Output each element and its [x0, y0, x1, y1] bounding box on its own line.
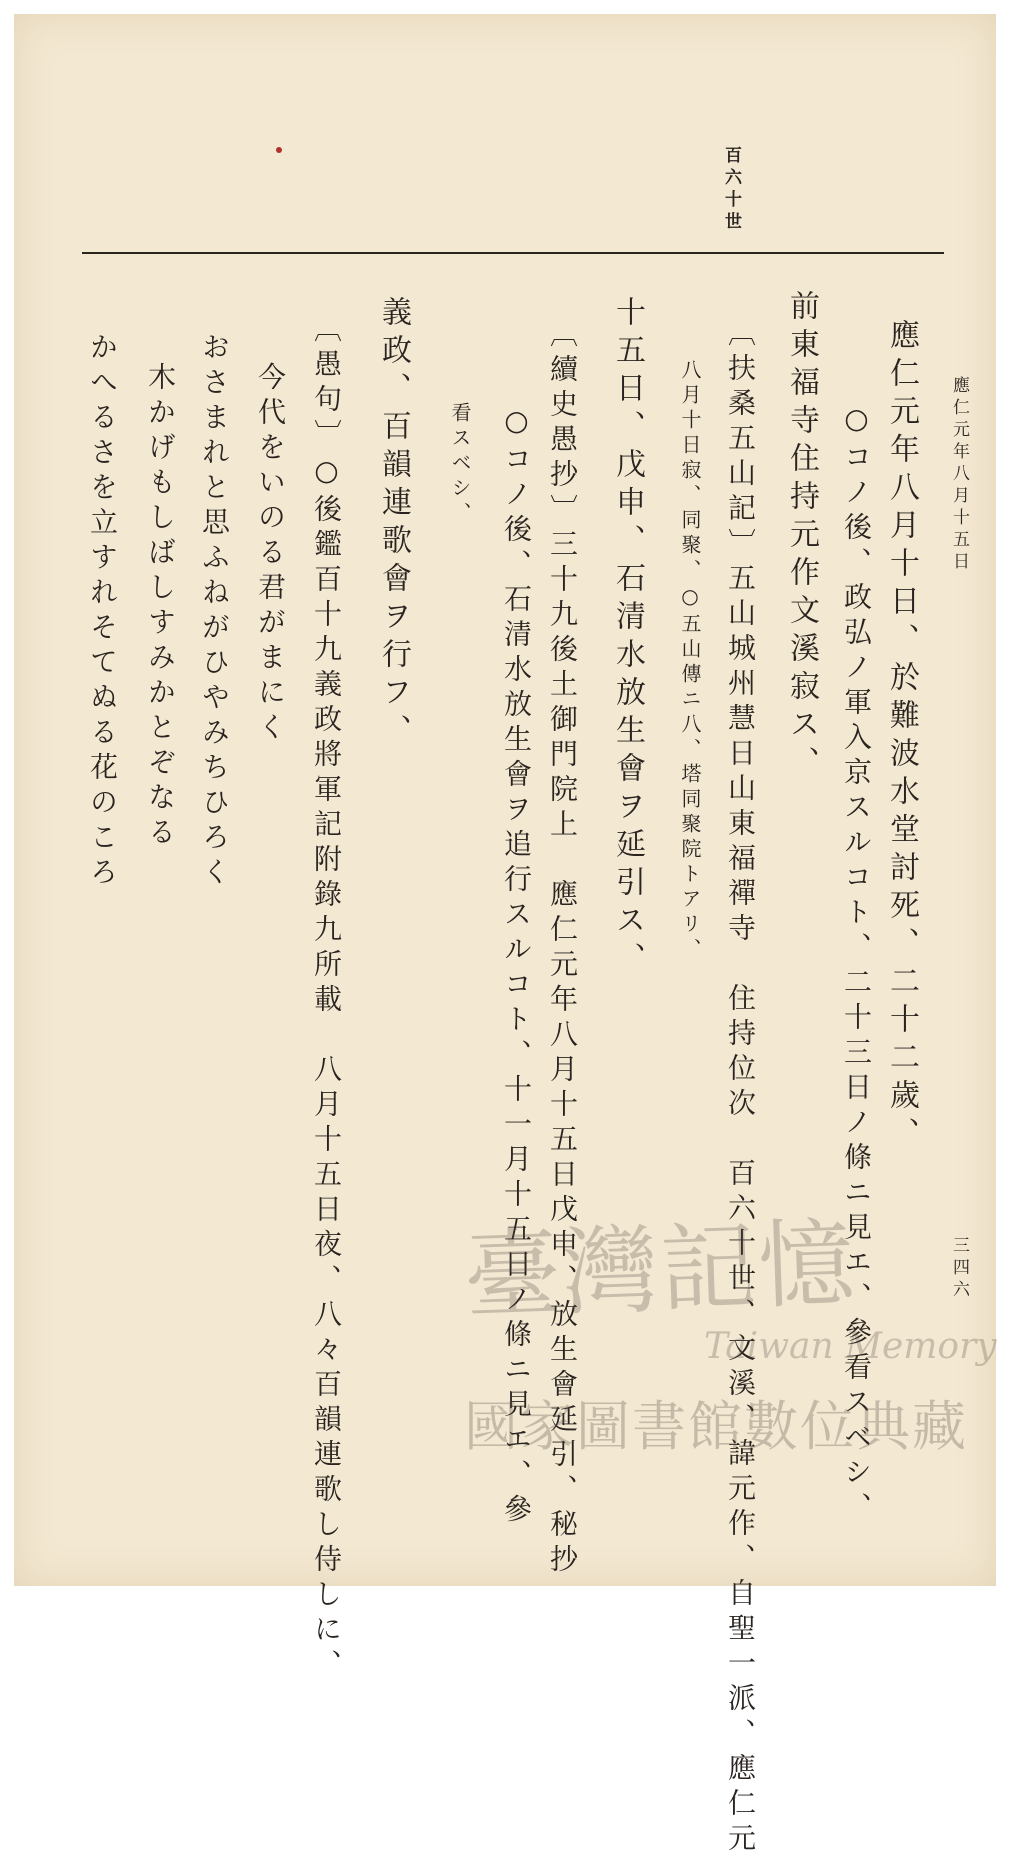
text-column-9: 看スベシ、	[448, 402, 472, 527]
watermark-english: Taiwan Memory	[704, 1326, 997, 1367]
text-column-12: 今代をいのる君がまにく	[254, 362, 287, 747]
text-column-3: 前東福寺住持元作文溪寂ス、	[784, 290, 819, 784]
watermark-logo: 臺灣記憶	[462, 1207, 859, 1333]
text-column-8: ○コノ後、石清水放生會ヲ追行スルコト、十一月十五日ノ條ニ見エ、參	[500, 404, 533, 1529]
ink-spot	[276, 147, 282, 153]
text-column-5: 八月十日寂、同聚、○五山傳ニ八、塔同聚院トアリ、	[678, 359, 702, 963]
header-rule	[82, 252, 944, 254]
page-number: 三四六	[949, 1236, 969, 1302]
watermark-subtitle: 國家圖書館數位典藏	[464, 1395, 968, 1458]
text-column-15: かへるさを立すれそてぬる花のころ	[86, 332, 119, 892]
text-column-2: ○コノ後、政弘ノ軍入京スルコト、二十三日ノ條ニ見エ、參看スベシ、	[840, 402, 873, 1527]
generation-label: 百六十世	[721, 146, 741, 234]
running-head: 應仁元年八月十五日	[949, 376, 969, 574]
text-column-13: おさまれと思ふねがひやみちひろく	[198, 332, 231, 892]
book-page	[14, 14, 997, 1858]
text-column-7: 〔續史愚抄〕三十九後土御門院上 應仁元年八月十五日戊申、放生會延引、秘抄	[546, 319, 579, 1579]
text-column-6: 十五日、戊申、石清水放生會ヲ延引ス、	[610, 296, 645, 980]
text-column-10: 義政、百韻連歌會ヲ行フ、	[376, 296, 411, 752]
text-column-1: 應仁元年八月十日、於難波水堂討死、二十二歲、	[884, 319, 919, 1155]
text-column-11: 〔愚句〕○後鑑百十九義政將軍記附錄九所載 八月十五日夜、八々百韻連歌し侍しに、	[310, 314, 343, 1684]
text-column-4: 〔扶桑五山記〕五山城州慧日山東福禪寺 住持位次 百六十世、文溪、諱元作、自聖一派、應仁元	[724, 318, 757, 1858]
text-column-14: 木かげもしばしすみかとぞなる	[144, 362, 177, 852]
